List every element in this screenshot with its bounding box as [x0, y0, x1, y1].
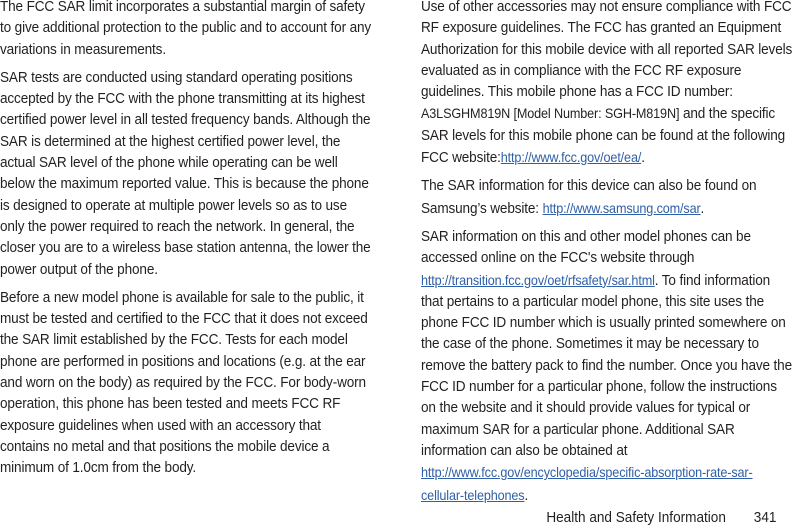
page-number: 341 — [753, 510, 776, 526]
paragraph-samsung — [421, 176, 793, 220]
fcc-id-model: A3LSGHM819N [Model Number: SGH-M819N] — [421, 106, 680, 122]
paragraph-sar-limit: The FCC SAR limit incorporates a substantial margin of safety to give additional protection to the public and to account for any variations in measurements. — [0, 0, 372, 58]
paragraph-sar-tests: SAR tests are conducted using standard operating positions accepted by the FCC with the phone transmitting at its highest certified power level in all tested frequency bands. Although the SAR is determined at the highest certified power level, the actual SAR level of the phone while operating can be well below the maximum reported value. This is because the phone is designed to operate at multiple power levels so as to use only the power required to reach the network. In general, the closer you are to a wireless base station antenna, the lower the power output of the phone. — [0, 69, 371, 278]
accessories-end: . — [641, 150, 645, 167]
other-models-text-2: . To find information that pertains to a particular model phone, this site uses the phone FCC ID number which is usually printed somewhere on the case of the phone. Sometimes it may be necessary to remove the battery pack to find the number. Once you have the FCC ID number for a particular phone, follow the instructions on the website and it should provide values for typical or maximum SAR for a particular phone. Additional SAR information can also be obtained at — [421, 272, 792, 459]
accessories-text: Use of other accessories may not ensure compliance with FCC RF exposure guidelines. The FCC has granted an Equipment Authorization for this mobile device with all reported SAR levels evaluated as in compliance with the FCC RF exposure guidelines. This mobile phone has a FCC ID number: — [421, 0, 793, 101]
other-models-end: . — [524, 487, 529, 504]
paragraph-other-models — [421, 227, 793, 507]
left-column — [0, 0, 372, 487]
fcc-encyclopedia-link[interactable]: http://www.fcc.gov/encyclopedia/specific-absorption-rate-sar-cellular-telephones — [421, 465, 753, 503]
samsung-sar-link[interactable]: http://www.samsung.com/sar — [542, 200, 701, 216]
samsung-text: The SAR information for this device can also be found on Samsung’s website: — [421, 178, 757, 217]
paragraph-new-model: Before a new model phone is available for sale to the public, it must be tested and certified to the FCC that it does not exceed the SAR limit established by the FCC. Tests for each model phone are performed in positions and locations (e.g. at the ear and worn on the body) as required by the FCC. For body-worn operation, this phone has been tested and meets FCC RF exposure guidelines when used with an accessory that contains no metal and that positions the mobile device a minimum of 1.0cm from the body. — [0, 289, 368, 477]
accessories-text-2: and the specific SAR levels for this mobile phone can be found at the following FCC website: — [421, 106, 786, 167]
other-models-text: SAR information on this and other model phones can be accessed online on the FCC's website through — [421, 228, 751, 267]
fcc-ea-link[interactable]: http://www.fcc.gov/oet/ea/ — [500, 150, 642, 166]
footer-section-title: Health and Safety Information — [545, 510, 726, 526]
right-column — [421, 0, 793, 514]
paragraph-accessories — [421, 0, 793, 169]
fcc-rfsafety-link[interactable]: http://transition.fcc.gov/oet/rfsafety/sar.html — [421, 272, 655, 288]
page-footer — [546, 508, 776, 528]
samsung-end: . — [700, 200, 705, 217]
